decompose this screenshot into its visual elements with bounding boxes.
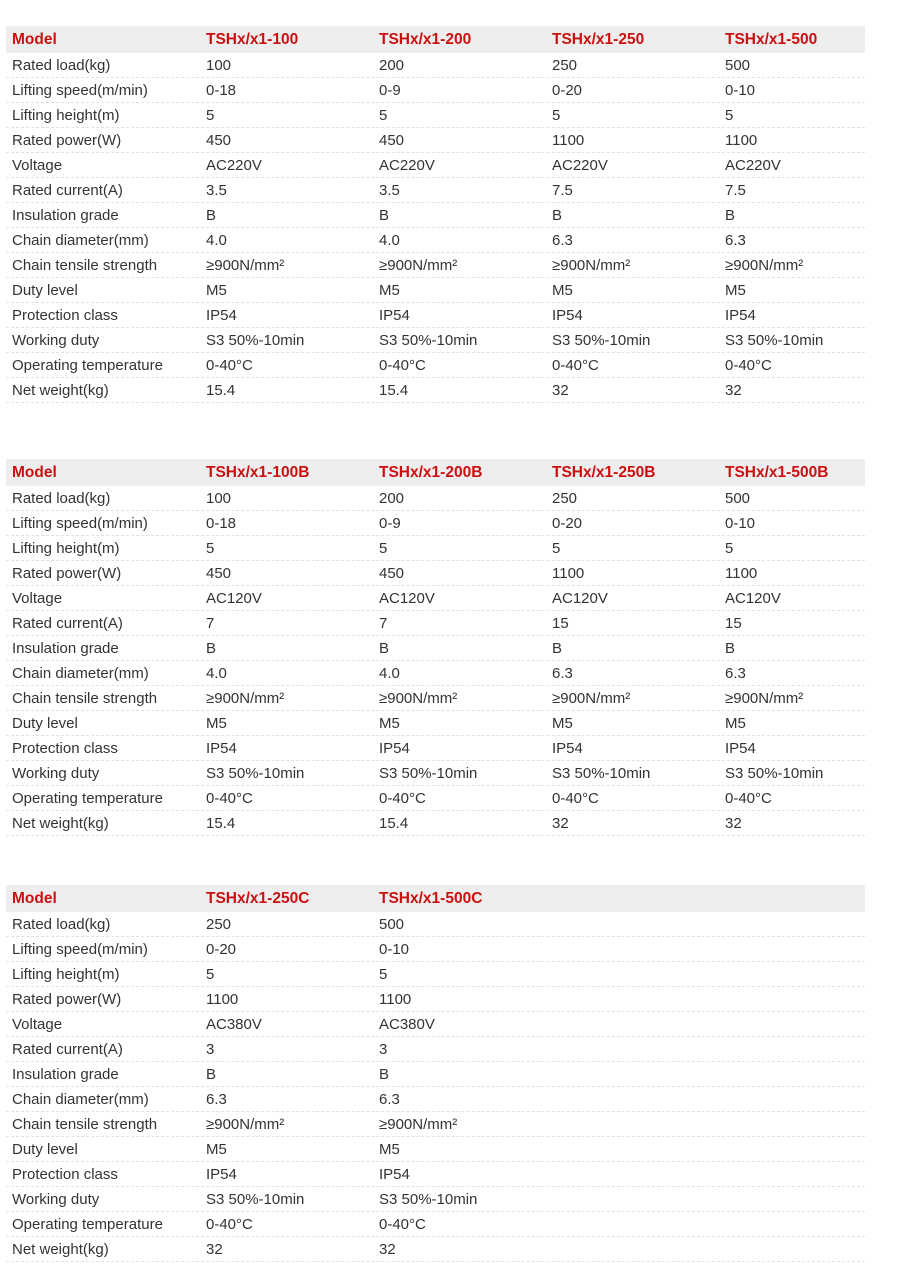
table-cell: 3.5 [206,181,227,199]
row-label: Operating temperature [12,1215,163,1233]
table-cell: ≥900N/mm² [725,689,804,707]
table-cell: B [552,206,563,224]
table-cell: 500 [725,56,751,74]
table-row [6,636,865,661]
table-cell: 1100 [206,990,239,1008]
table-cell: 500 [379,915,405,933]
row-label: Net weight(kg) [12,814,109,832]
row-label: Duty level [12,714,78,732]
table-row [6,561,865,586]
table-cell: 15.4 [379,814,409,832]
table-row [6,53,865,78]
table-header-row [6,885,865,912]
table-cell: ≥900N/mm² [206,689,285,707]
table-cell: S3 50%-10min [206,764,305,782]
table-cell: 0-40°C [725,356,772,374]
table-cell: 0-40°C [379,789,426,807]
table-cell: IP54 [552,306,583,324]
row-label: Working duty [12,331,100,349]
row-label: Rated current(A) [12,614,123,632]
table-cell: 1100 [552,131,585,149]
table-row [6,962,865,987]
table-cell: 4.0 [379,231,400,249]
table-cell: 0-40°C [552,789,599,807]
table-cell: 5 [725,539,734,557]
row-label: Chain diameter(mm) [12,1090,149,1108]
table-row [6,378,865,403]
table-cell: S3 50%-10min [379,764,478,782]
table-row [6,1212,865,1237]
table-cell: 200 [379,489,405,507]
table-cell: 4.0 [379,664,400,682]
table-cell: 0-9 [379,514,401,532]
header-model-name: TSHx/x1-100B [206,463,310,481]
row-label: Lifting speed(m/min) [12,940,148,958]
table-cell: IP54 [206,306,237,324]
table-row [6,1087,865,1112]
row-label: Voltage [12,156,63,174]
table-cell: B [206,206,217,224]
table-cell: 500 [725,489,751,507]
header-model-name: TSHx/x1-500B [725,463,829,481]
row-label: Rated power(W) [12,990,122,1008]
table-cell: IP54 [552,739,583,757]
row-label: Chain diameter(mm) [12,231,149,249]
header-model-name: TSHx/x1-250C [206,889,310,907]
table-cell: B [379,206,390,224]
row-label: Working duty [12,1190,100,1208]
row-label: Operating temperature [12,789,163,807]
table-cell: 7.5 [725,181,746,199]
table-cell: M5 [206,281,227,299]
table-cell: AC220V [379,156,435,174]
table-cell: S3 50%-10min [206,331,305,349]
table-cell: 6.3 [725,231,746,249]
table-cell: ≥900N/mm² [552,256,631,274]
table-cell: B [725,206,736,224]
header-model-name: TSHx/x1-100 [206,30,299,48]
table-row [6,736,865,761]
row-label: Rated power(W) [12,564,122,582]
table-row [6,786,865,811]
row-label: Chain tensile strength [12,689,158,707]
table-row [6,1237,865,1262]
row-label: Rated current(A) [12,181,123,199]
table-cell: 0-40°C [552,356,599,374]
row-label: Rated load(kg) [12,56,111,74]
table-cell: 32 [379,1240,396,1258]
table-cell: S3 50%-10min [725,764,824,782]
row-label: Net weight(kg) [12,381,109,399]
row-label: Insulation grade [12,1065,119,1083]
table-cell: 0-40°C [206,789,253,807]
table-cell: S3 50%-10min [379,1190,478,1208]
table-row [6,1062,865,1087]
table-cell: ≥900N/mm² [379,689,458,707]
table-cell: S3 50%-10min [206,1190,305,1208]
table-cell: 3 [206,1040,215,1058]
table-header-row [6,459,865,486]
header-model-name: TSHx/x1-500 [725,30,818,48]
table-cell: 32 [725,814,742,832]
table-cell: ≥900N/mm² [379,256,458,274]
table-cell: ≥900N/mm² [552,689,631,707]
table-row [6,937,865,962]
row-label: Duty level [12,1140,78,1158]
table-cell: M5 [206,1140,227,1158]
table-cell: AC220V [552,156,608,174]
table-row [6,536,865,561]
row-label: Rated current(A) [12,1040,123,1058]
spec-table-series-c [6,885,865,1262]
table-cell: 15.4 [206,381,236,399]
table-cell: 0-40°C [379,356,426,374]
table-row [6,486,865,511]
row-label: Voltage [12,1015,63,1033]
table-cell: 0-10 [379,940,410,958]
table-cell: 7 [206,614,215,632]
table-cell: S3 50%-10min [552,331,651,349]
table-row [6,811,865,836]
table-cell: AC120V [206,589,262,607]
table-row [6,253,865,278]
table-cell: AC220V [206,156,262,174]
table-cell: IP54 [725,306,756,324]
table-cell: 0-40°C [725,789,772,807]
table-row [6,178,865,203]
table-row [6,1112,865,1137]
row-label: Lifting speed(m/min) [12,514,148,532]
table-row [6,761,865,786]
table-row [6,711,865,736]
table-cell: AC120V [379,589,435,607]
table-cell: 7 [379,614,388,632]
table-row [6,128,865,153]
row-label: Operating temperature [12,356,163,374]
row-label: Protection class [12,1165,118,1183]
table-row [6,586,865,611]
table-cell: 15 [552,614,569,632]
table-cell: IP54 [379,1165,410,1183]
header-model-label: Model [12,463,57,481]
table-cell: B [206,639,217,657]
table-cell: S3 50%-10min [552,764,651,782]
header-model-name: TSHx/x1-250B [552,463,656,481]
table-cell: B [379,639,390,657]
table-cell: B [206,1065,217,1083]
row-label: Rated power(W) [12,131,122,149]
table-row [6,228,865,253]
table-cell: M5 [379,281,400,299]
table-cell: 450 [379,131,405,149]
table-cell: 0-20 [552,514,583,532]
table-cell: AC220V [725,156,781,174]
table-cell: 1100 [379,990,412,1008]
table-cell: 15 [725,614,742,632]
row-label: Lifting height(m) [12,539,120,557]
table-cell: 6.3 [552,664,573,682]
table-cell: ≥900N/mm² [379,1115,458,1133]
row-label: Voltage [12,589,63,607]
table-cell: 32 [725,381,742,399]
table-cell: 4.0 [206,664,227,682]
row-label: Rated load(kg) [12,915,111,933]
table-cell: M5 [552,714,573,732]
table-cell: M5 [725,281,746,299]
header-model-name: TSHx/x1-200B [379,463,483,481]
table-row [6,511,865,536]
row-label: Chain diameter(mm) [12,664,149,682]
table-cell: 100 [206,489,232,507]
table-cell: 5 [206,106,215,124]
table-cell: 450 [206,131,232,149]
header-model-name: TSHx/x1-500C [379,889,483,907]
table-cell: 0-40°C [379,1215,426,1233]
table-header-row [6,26,865,53]
table-cell: 32 [552,381,569,399]
table-cell: 32 [552,814,569,832]
table-cell: AC120V [725,589,781,607]
table-cell: 1100 [725,564,758,582]
row-label: Working duty [12,764,100,782]
table-cell: AC120V [552,589,608,607]
table-cell: M5 [379,714,400,732]
spec-table-series-standard [6,26,865,403]
row-label: Chain tensile strength [12,256,158,274]
table-cell: 5 [379,106,388,124]
table-cell: S3 50%-10min [379,331,478,349]
table-cell: 6.3 [552,231,573,249]
table-cell: 450 [379,564,405,582]
table-cell: 0-40°C [206,1215,253,1233]
table-cell: B [725,639,736,657]
header-model-label: Model [12,889,57,907]
header-model-name: TSHx/x1-200 [379,30,472,48]
table-cell: M5 [725,714,746,732]
table-cell: IP54 [206,1165,237,1183]
table-cell: 5 [379,539,388,557]
row-label: Lifting height(m) [12,106,120,124]
table-cell: ≥900N/mm² [206,256,285,274]
row-label: Net weight(kg) [12,1240,109,1258]
table-cell: 0-18 [206,514,237,532]
table-cell: M5 [379,1140,400,1158]
table-cell: 5 [379,965,388,983]
table-cell: IP54 [725,739,756,757]
table-row [6,686,865,711]
table-cell: 0-20 [206,940,237,958]
table-cell: 0-10 [725,514,756,532]
table-row [6,103,865,128]
table-cell: 0-18 [206,81,237,99]
header-model-label: Model [12,30,57,48]
table-row [6,1187,865,1212]
table-cell: 450 [206,564,232,582]
table-cell: 5 [552,106,561,124]
table-row [6,153,865,178]
table-cell: 0-9 [379,81,401,99]
table-cell: IP54 [379,306,410,324]
table-row [6,1137,865,1162]
table-cell: 0-40°C [206,356,253,374]
table-cell: AC380V [206,1015,262,1033]
table-cell: S3 50%-10min [725,331,824,349]
table-row [6,661,865,686]
table-cell: B [379,1065,390,1083]
table-cell: B [552,639,563,657]
table-cell: IP54 [379,739,410,757]
table-cell: 0-10 [725,81,756,99]
table-cell: 3.5 [379,181,400,199]
table-row [6,1037,865,1062]
table-row [6,1012,865,1037]
table-row [6,278,865,303]
table-row [6,611,865,636]
table-cell: IP54 [206,739,237,757]
table-cell: 200 [379,56,405,74]
table-cell: 6.3 [379,1090,400,1108]
table-cell: 1100 [725,131,758,149]
table-cell: 6.3 [725,664,746,682]
table-cell: 5 [206,965,215,983]
table-row [6,912,865,937]
table-cell: 100 [206,56,232,74]
table-cell: 1100 [552,564,585,582]
table-cell: ≥900N/mm² [725,256,804,274]
row-label: Protection class [12,739,118,757]
table-cell: AC380V [379,1015,435,1033]
table-row [6,987,865,1012]
table-cell: M5 [552,281,573,299]
table-cell: 3 [379,1040,388,1058]
table-cell: 15.4 [379,381,409,399]
header-model-name: TSHx/x1-250 [552,30,645,48]
row-label: Protection class [12,306,118,324]
spec-table-series-b [6,459,865,836]
row-label: Chain tensile strength [12,1115,158,1133]
table-row [6,303,865,328]
table-cell: 7.5 [552,181,573,199]
table-row [6,1162,865,1187]
table-cell: 6.3 [206,1090,227,1108]
row-label: Lifting height(m) [12,965,120,983]
row-label: Insulation grade [12,206,119,224]
table-cell: 5 [206,539,215,557]
table-cell: 250 [552,56,578,74]
table-row [6,353,865,378]
table-cell: 4.0 [206,231,227,249]
table-cell: ≥900N/mm² [206,1115,285,1133]
row-label: Insulation grade [12,639,119,657]
row-label: Lifting speed(m/min) [12,81,148,99]
row-label: Duty level [12,281,78,299]
table-cell: 5 [725,106,734,124]
table-cell: 32 [206,1240,223,1258]
table-row [6,203,865,228]
table-cell: M5 [206,714,227,732]
table-cell: 250 [552,489,578,507]
table-cell: 0-20 [552,81,583,99]
row-label: Rated load(kg) [12,489,111,507]
table-cell: 5 [552,539,561,557]
table-row [6,328,865,353]
table-cell: 250 [206,915,232,933]
table-row [6,78,865,103]
table-cell: 15.4 [206,814,236,832]
